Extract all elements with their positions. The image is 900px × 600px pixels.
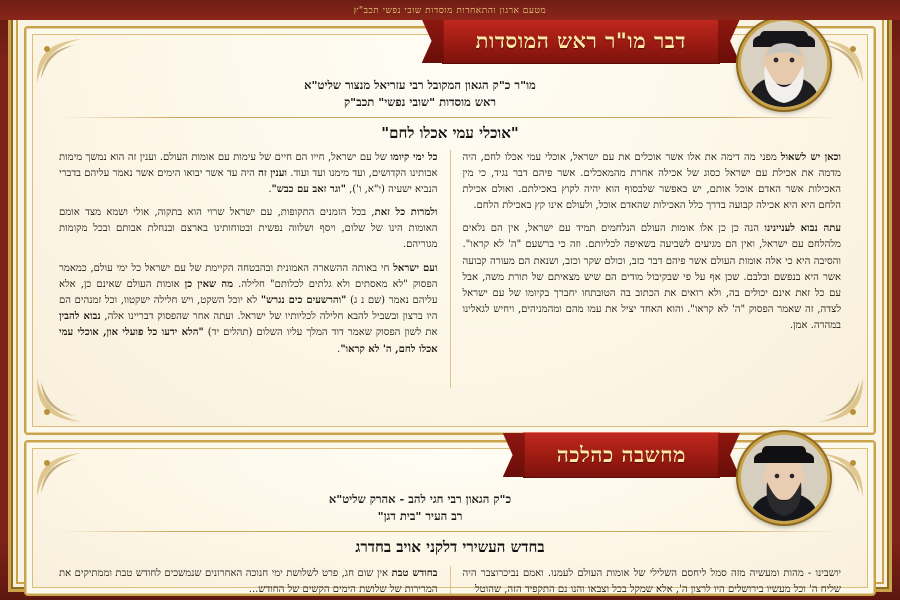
article-2-column-left [47, 566, 451, 597]
article-2-title: בחדש העשירי דלקני אויב בחדרג [355, 537, 545, 556]
paragraph: כל ימי קיומו של עם ישראל, חייו הם חיים של עימות עם אומות העולם. וענין זה הוא נמשך מימות אבותינו הקדושים, ועד מימנו ועד ועוד. וענין זה היה עד אשר יבואו הימים אשר נאמר עליהם בדברי הנביא ישעיה (י"א, ו'), "וגר זאב עם כבש". [59, 151, 438, 195]
article-1-portrait [738, 18, 830, 110]
paragraph: עתה נבוא לעניינינו הנה כן כן אלו אומות העולם הנלחמים תמיד עם ישראל, אין הם נלאים מלהלחם עם ישראל, ואין הם מגיעים לשביעה בשאיפה לכליותם. וזה כי ברשעם "ה' לא קראו". והסיבה היא כי אלה אומות העולם אשר פיהם דבר כזב, וכולם שקר וכזב, ושנאת הם מעורה קבועה אשר היא בנפשם ובלבם. שכן אף על פי שבקיבול מודים הם שיש מצאיתם של תורת משה, אבל עם כל זאת אינם יכולים בה, ולא רואים את הכתוב בה הטובתחו יחברך בקיומו של עם ישראל לצדה, זה שאמר הפסוק "ה' לא קראו". והוא האחד יציל את עמו מהם ומהמניהים, ויחיש לגאלינו במהרה. אמן. [462, 223, 841, 332]
article-2-ribbon [523, 432, 720, 478]
article-2-ribbon-label: מחשבה כהלכה [523, 432, 720, 478]
article-1-body [33, 150, 867, 388]
article-1-column-right [451, 150, 854, 388]
article-2-byline-main: כ"ק הגאון רבי חגי להב - אהרק שליט"א [328, 492, 512, 506]
article-1-ribbon-label: דבר מו"ר ראש המוסדות [442, 18, 720, 64]
paragraph: בחודש טבת אין שום חג, פרט לשלושת ימי חנוכה האחרונים שנמשכים לחודש טבת וממתיקים את המרירות של שלושת הימים הקשים של החודש... [59, 567, 438, 595]
article-1-divider [59, 117, 841, 118]
article-1-column-left [47, 150, 451, 388]
article-1-title: "אוכלי עמי אכלו לחם" [381, 123, 519, 142]
article-2-portrait [738, 432, 830, 524]
article-2-column-right [451, 566, 854, 597]
article-1-byline-sub: ראש מוסדות "שובי נפשי" תכב"ק [343, 95, 497, 110]
paragraph: וכאן יש לשאול מפני מה דימה את אלו אשר אוכלים את עם ישראל, אוכלי עמי אכלו לחם, היה מדמה את אכילת עם ישראל כסוג של אכילה אחרת מהמאכלים. אשר פיהם דבר נגיד, כי מין האכילות אשר האדם אוכל אותם, יש באפשר שלבסוף הוא יהיה לקוץ באכילתם. ואולם אכילת הלחם היא היא אכילה קבועה בדרך כלל האכילות שהאדם אוכל, ולעולם אינו קץ באכילת הלחם. [462, 151, 841, 212]
article-1-ribbon [442, 18, 720, 64]
paragraph: ועם ישראל חי באותה ההשארה האמונית ובהבטחה הקיימת של עם ישראל כל ימי עולם, כמאמר הפסוק "לא מאסתים ולא גלתים לכלותם" חלילה. מה שאין כן אומות העולם שאינם כן, אלא עליהם נאמר (שם נ ג) "והרשעים כים נגרש" לא יוכל השקט, ויש חלילה ישקטוו, וכל זמנהים הם היו ברצון ובשביל להבא חלילה לכליותיו של ישראל. ועתה אחר שהפסוק דבריינו אלה, נבוא להבין את לשון הפסוק שאמר דוד המלך עליו השלום (תהלים יד) "הלא ידעו כל פועלי און, אוכלי עמי אכלו לחם, ה' לא קראו". [59, 262, 438, 355]
article-2-byline-sub: רב העיר "בית דגן" [377, 509, 463, 524]
article-1-byline-main: מו"ר כ"ק הגאון המקובל רבי עזריאל מנצור שליט"א [304, 78, 536, 92]
rabbi-portrait-icon [741, 21, 827, 107]
article-1-inner [32, 34, 868, 427]
article-2-divider [59, 531, 841, 532]
paragraph: יושבינו - מהות ומעשיה מזה סמל ליחסם השלילי של אומות העולם לעמנו. ואמם נביכרוצבר היה שליח ה' וכל מעשיו בירושלים היו לרצון ה', אלא שמקל בכל וצבאו והנו נם התקפיד הזה, שהוטל [462, 567, 841, 595]
rabbi-portrait-icon [741, 435, 827, 521]
article-2-body [33, 564, 867, 597]
paragraph: ולמרות כל זאת, בכל הזמנים התקופות, עם ישראל שרוי הוא בתקוה, אולי ושמא מצד אומם האומות הינו של שלום, ויסף ושלווה נפשית ובטוחותינו בארצם ובנחלת אבותם ובכל מקומות מגוריהם. [59, 207, 438, 251]
masthead-strip: מטעם ארגון והתאחדות מוסדות שובי נפשי תכב"ץ [0, 0, 900, 20]
